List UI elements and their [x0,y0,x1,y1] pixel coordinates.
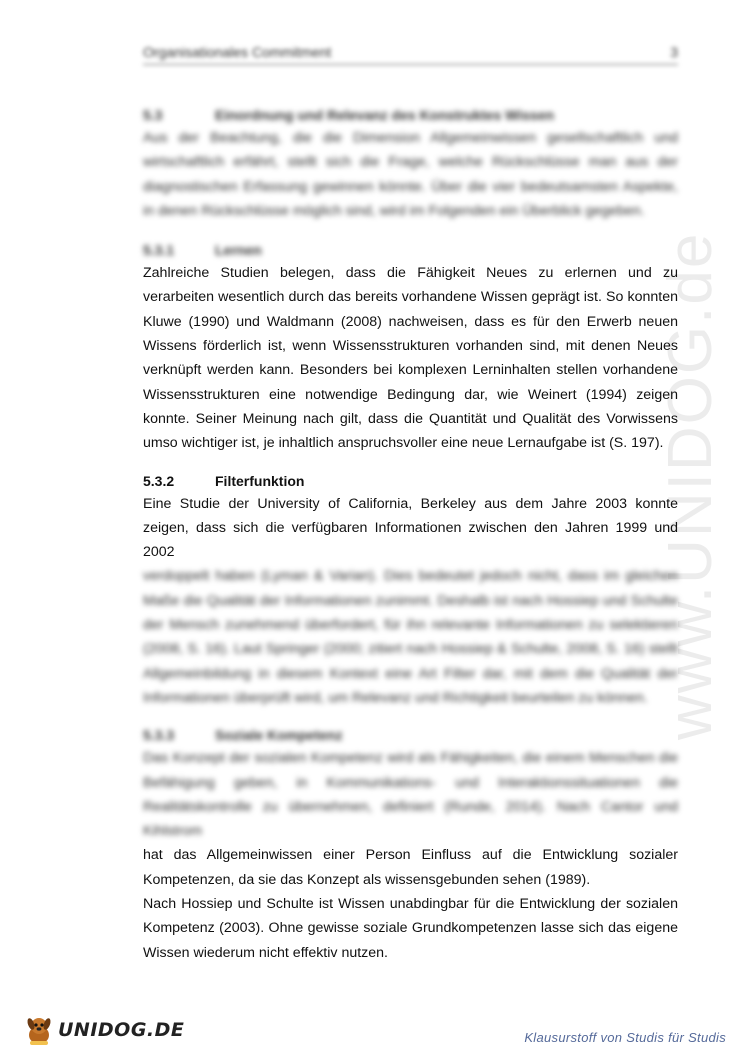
section-heading-5-3-2 [143,470,678,492]
footer-tagline: Klausurstoff von Studis für Studis [524,1030,726,1045]
section-5-3-paragraph: Aus der Beachtung, die die Dimension Allgemeinwissen gesellschaftlich und wirtschaftlich erfährt, stellt sich die Frage, welche Rückschlüsse man aus der diagnostischen Erfassung gewinnen könnte. Über die vier bedeutsamsten Aspekte, in denen Rückschlüsse möglich sind, wird im Folgenden ein Überblick gegeben. [143,130,678,219]
section-number: 5.3.2 [143,472,175,489]
logo-text: UNIDOG.DE [58,1019,185,1041]
header-title: Organisationales Commitment [143,44,332,60]
dog-mascot-icon [22,1013,56,1047]
section-5-3-3-paragraph-visible: hat das Allgemeinwissen einer Person Einfluss auf die Entwicklung sozialer Kompetenzen, da sie das Konzept als wissensgebunden sehen (1989). [143,847,678,888]
section-number: 5.3.3 [143,727,175,744]
section-heading-5-3 [143,104,678,126]
watermark: www.UNIDOG.de [656,231,725,740]
section-title: Soziale Kompetenz [215,727,343,744]
section-number: 5.3.1 [143,242,175,259]
section-title: Lernen [215,242,262,259]
section-heading-5-3-3 [143,724,678,746]
section-title: Filterfunktion [215,472,305,489]
section-5-3-2-paragraph-blurred: verdoppelt haben (Lyman & Varian). Dies bedeutet jedoch nicht, dass im gleichen Maße die Qualität der Informationen zunimmt. Deshalb ist nach Hossiep und Schulte der Mensch zunehmend überfordert, für ihn relevante Informationen zu selektieren (2008, S. 16). Laut Springer (2000; zitiert nach Hossiep & Schulte, 2008, S. 16) stellt Allgemeinbildung in diesem Kontext eine Art Filter dar, mit dem die Qualität der Informationen überprüft wird, um Relevanz und Richtigkeit beurteilen zu können. [143,568,678,706]
section-5-3-2-paragraph-visible: Eine Studie der University of California, Berkeley aus dem Jahre 2003 konnte zeigen, dass sich die verfügbaren Informationen zwischen den Jahren 1999 und 2002 [143,495,678,561]
page-number: 3 [670,44,678,60]
section-number: 5.3 [143,107,163,123]
section-title: Einordnung und Relevanz des Konstruktes Wissen [215,107,555,123]
running-header [143,44,678,65]
unidog-logo[interactable] [22,1012,184,1048]
section-5-3-3-paragraph-blurred: Das Konzept der sozialen Kompetenz wird als Fähigkeiten, die einem Menschen die Befähigung geben, in Kommunikations- und Interaktionssituationen die Realitätskontrolle zu übernehmen, definiert (Runde, 2014). Nach Cantor und Kihlstrom [143,750,678,840]
section-5-3-1-paragraph: Zahlreiche Studien belegen, dass die Fähigkeit Neues zu erlernen und zu verarbeiten wesentlich durch das bereits vorhandene Wissen geprägt ist. So konnten Kluwe (1990) und Waldmann (2008) nachweisen, dass es für den Erwerb neuen Wissens förderlich ist, wenn Wissensstrukturen vorhanden sind, mit denen Neues verknüpft werden kann. Besonders bei komplexen Lerninhalten stellen vorhandene Wissensstrukturen eine notwendige Bedingung dar, wie Weinert (1994) zeigen konnte. Seiner Meinung nach gilt, dass die Quantität und Qualität des Vorwissens umso wichtiger ist, je inhaltlich anspruchsvoller eine neue Lernaufgabe ist (S. 197). [143,265,678,452]
section-5-3-3-paragraph-2: Nach Hossiep und Schulte ist Wissen unabdingbar für die Entwicklung der sozialen Kompetenz (2003). Ohne gewisse soziale Grundkompetenzen lasse sich das eigene Wissen wiederum nicht effektiv nutzen. [143,896,678,961]
section-heading-5-3-1 [143,239,678,261]
document-body [143,104,678,965]
